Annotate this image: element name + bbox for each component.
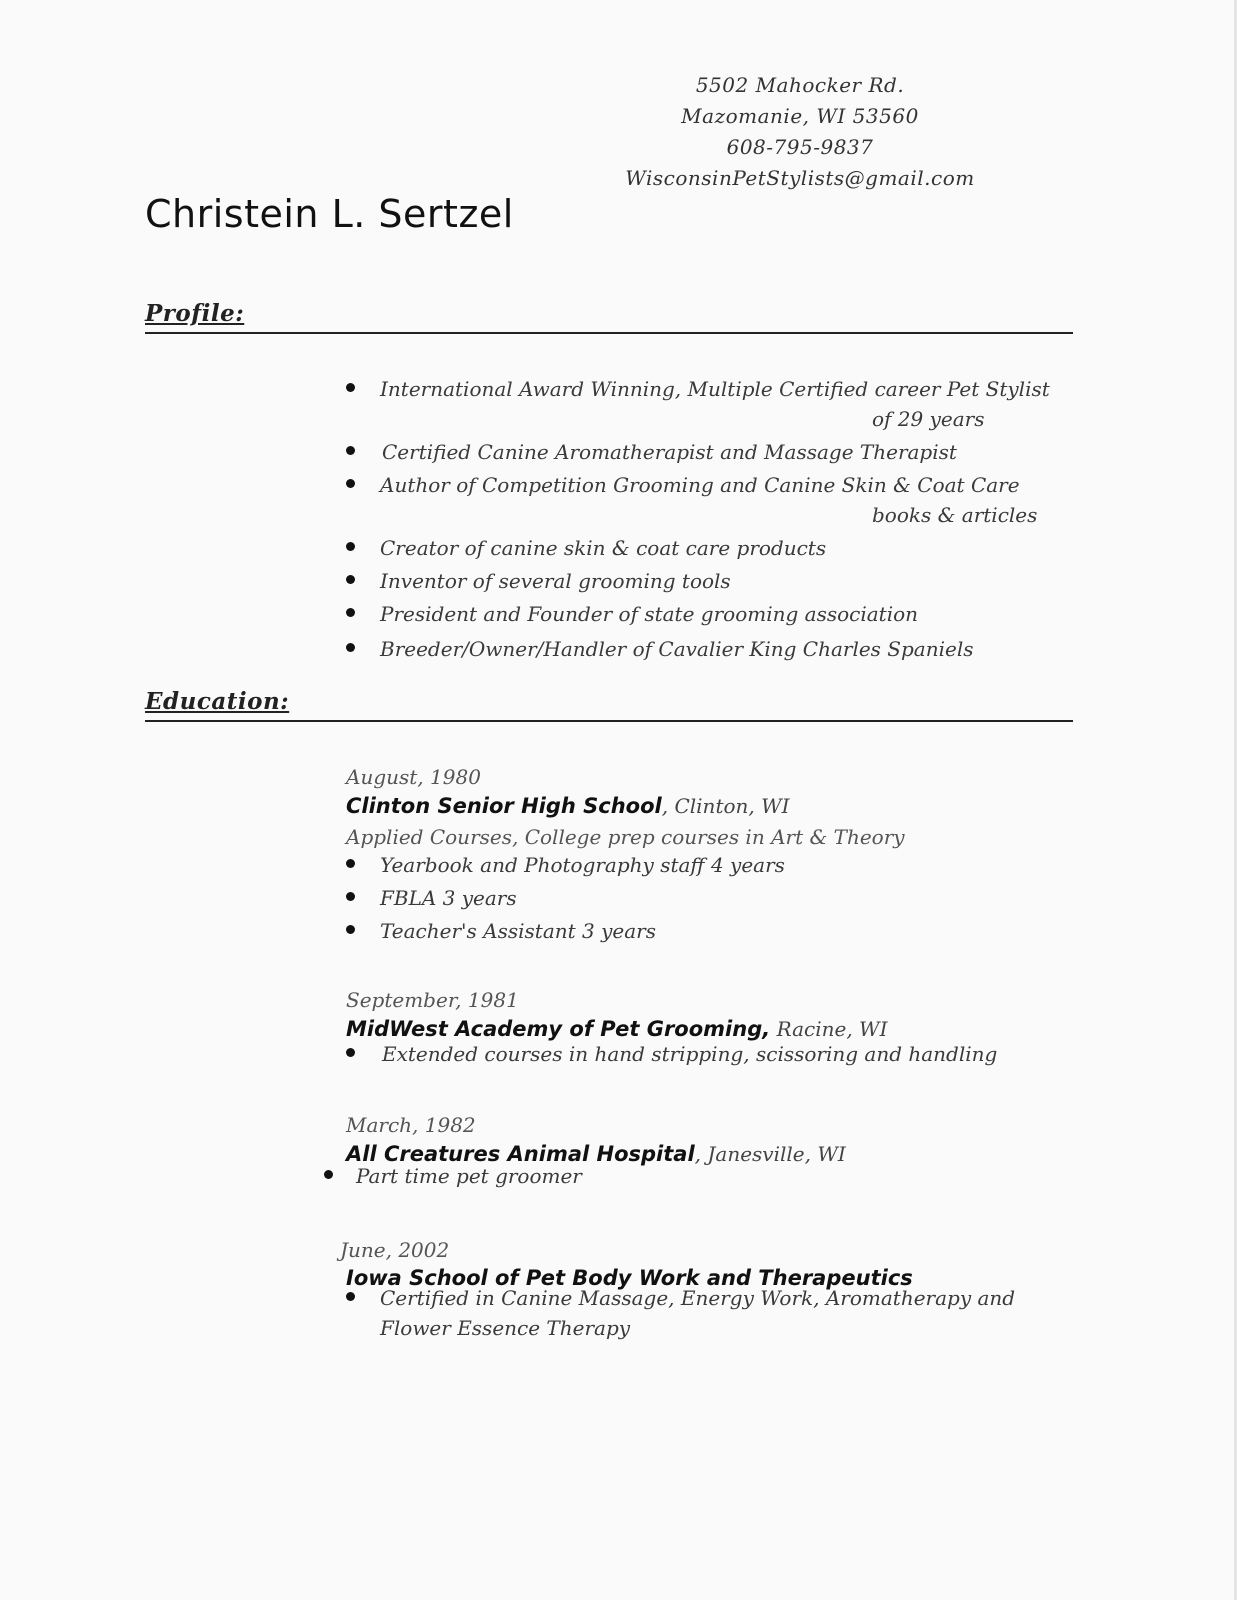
education-item: Teacher's Assistant 3 years xyxy=(346,916,656,946)
education-item: Certified in Canine Massage, Energy Work, Aromatherapy and xyxy=(346,1283,1015,1313)
profile-item-continued: of 29 years xyxy=(872,407,985,431)
profile-item: Author of Competition Grooming and Canine Skin & Coat Care xyxy=(346,470,1020,500)
profile-item-continued: books & articles xyxy=(872,503,1038,527)
profile-item: Creator of canine skin & coat care products xyxy=(346,533,826,563)
street-address: 5502 Mahocker Rd. xyxy=(695,73,905,97)
school-location: , Clinton, WI xyxy=(661,794,790,818)
bullet-dot-icon xyxy=(346,575,355,584)
education-date: March, 1982 xyxy=(346,1113,476,1137)
bullet-dot-icon xyxy=(346,1292,355,1301)
bullet-dot-icon xyxy=(346,608,355,617)
school-name: MidWest Academy of Pet Grooming, xyxy=(346,1017,771,1041)
profile-heading-text: Profile: xyxy=(145,300,245,327)
school-name: Clinton Senior High School xyxy=(346,794,662,818)
phone-number: 608-795-9837 xyxy=(726,135,874,159)
education-date: September, 1981 xyxy=(346,988,519,1012)
profile-heading xyxy=(145,300,1073,334)
school-name: Iowa School of Pet Body Work and Therapeutics xyxy=(346,1266,913,1290)
school-location: , Janesville, WI xyxy=(694,1142,846,1166)
contact-block xyxy=(600,70,1000,194)
bullet-dot-icon xyxy=(346,925,355,934)
city-state-zip: Mazomanie, WI 53560 xyxy=(681,104,919,128)
profile-item: Inventor of several grooming tools xyxy=(346,566,731,596)
bullet-dot-icon xyxy=(346,643,355,652)
bullet-dot-icon xyxy=(346,383,355,392)
education-item: Part time pet groomer xyxy=(324,1161,582,1191)
education-date: June, 2002 xyxy=(340,1238,450,1262)
bullet-dot-icon xyxy=(346,1048,355,1057)
education-item-continued: Flower Essence Therapy xyxy=(380,1316,631,1340)
education-school xyxy=(346,1017,888,1041)
bullet-dot-icon xyxy=(324,1170,333,1179)
education-school xyxy=(346,794,790,818)
bullet-dot-icon xyxy=(346,892,355,901)
education-item: FBLA 3 years xyxy=(346,883,517,913)
education-item: Yearbook and Photography staff 4 years xyxy=(346,850,785,880)
education-heading-text: Education: xyxy=(145,688,290,715)
profile-item: Breeder/Owner/Handler of Cavalier King Charles Spaniels xyxy=(346,634,974,664)
bullet-dot-icon xyxy=(346,479,355,488)
bullet-dot-icon xyxy=(346,542,355,551)
candidate-name: Christein L. Sertzel xyxy=(145,192,514,236)
profile-item: President and Founder of state grooming association xyxy=(346,599,918,629)
education-item: Extended courses in hand stripping, scissoring and handling xyxy=(346,1039,997,1069)
email-address: WisconsinPetStylists@gmail.com xyxy=(625,166,975,190)
profile-item: International Award Winning, Multiple Certified career Pet Stylist xyxy=(346,374,1050,404)
education-courses: Applied Courses, College prep courses in Art & Theory xyxy=(346,825,905,849)
education-heading xyxy=(145,688,1073,722)
education-date: August, 1980 xyxy=(346,765,481,789)
bullet-dot-icon xyxy=(346,859,355,868)
bullet-dot-icon xyxy=(346,446,355,455)
school-location: Racine, WI xyxy=(770,1017,888,1041)
school-name: All Creatures Animal Hospital xyxy=(346,1142,695,1166)
profile-item: Certified Canine Aromatherapist and Massage Therapist xyxy=(346,437,957,467)
